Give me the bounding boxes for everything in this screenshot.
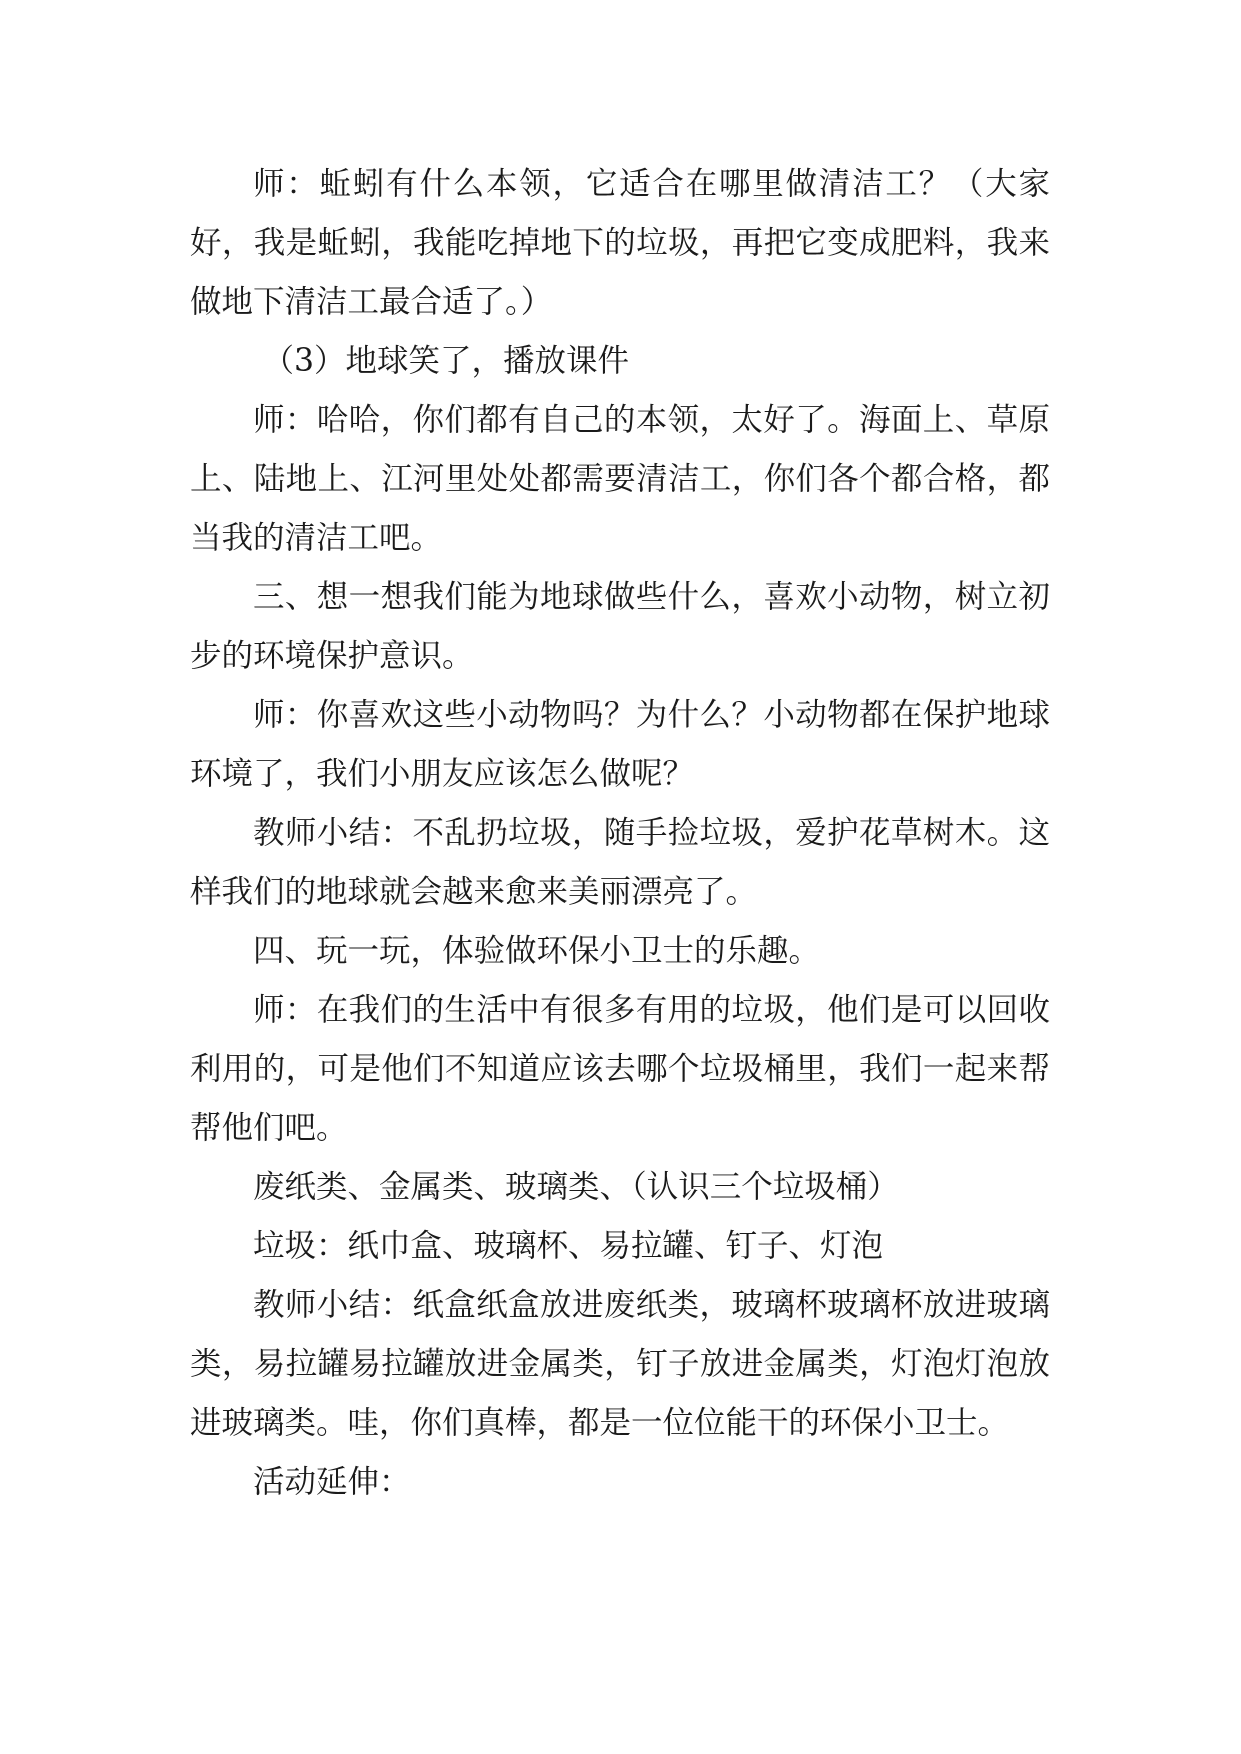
paragraph-teacher-summary-1: 教师小结：不乱扔垃圾，随手捡垃圾，爱护花草树木。这样我们的地球就会越来愈来美丽漂亮了。 (190, 815, 1050, 910)
paragraph-section-three: 三、想一想我们能为地球做些什么，喜欢小动物，树立初步的环境保护意识。 (190, 579, 1050, 674)
paragraph-bin-types: 废纸类、金属类、玻璃类、（认识三个垃圾桶） (253, 1169, 899, 1205)
paragraph-teacher-question: 师：你喜欢这些小动物吗？为什么？小动物都在保护地球环境了，我们小朋友应该怎么做呢？ (190, 697, 1050, 792)
paragraph-teacher-summary-2: 教师小结：纸盒纸盒放进废纸类，玻璃杯玻璃杯放进玻璃类，易拉罐易拉罐放进金属类，钉子放进金属类，灯泡灯泡放进玻璃类。哇，你们真棒，都是一位位能干的环保小卫士。 (190, 1287, 1050, 1441)
paragraph-teacher-haha: 师：哈哈，你们都有自己的本领，太好了。海面上、草原上、陆地上、江河里处处都需要清洁工，你们各个都合格，都当我的清洁工吧。 (190, 402, 1050, 556)
paragraph-section-four: 四、玩一玩，体验做环保小卫士的乐趣。 (253, 933, 821, 969)
paragraph-teacher-recycle: 师：在我们的生活中有很多有用的垃圾，他们是可以回收利用的，可是他们不知道应该去哪个垃圾桶里，我们一起来帮帮他们吧。 (190, 992, 1050, 1146)
paragraph-earthworm-dialogue: 师：蚯蚓有什么本领，它适合在哪里做清洁工？（大家好，我是蚯蚓，我能吃掉地下的垃圾，再把它变成肥料，我来做地下清洁工最合适了。） (190, 166, 1050, 320)
paragraph-activity-extension: 活动延伸： (253, 1464, 411, 1500)
paragraph-step-3: （3）地球笑了，播放课件 (262, 343, 629, 379)
paragraph-garbage-list: 垃圾：纸巾盒、玻璃杯、易拉罐、钉子、灯泡 (253, 1228, 884, 1264)
document-body (190, 155, 1050, 1512)
